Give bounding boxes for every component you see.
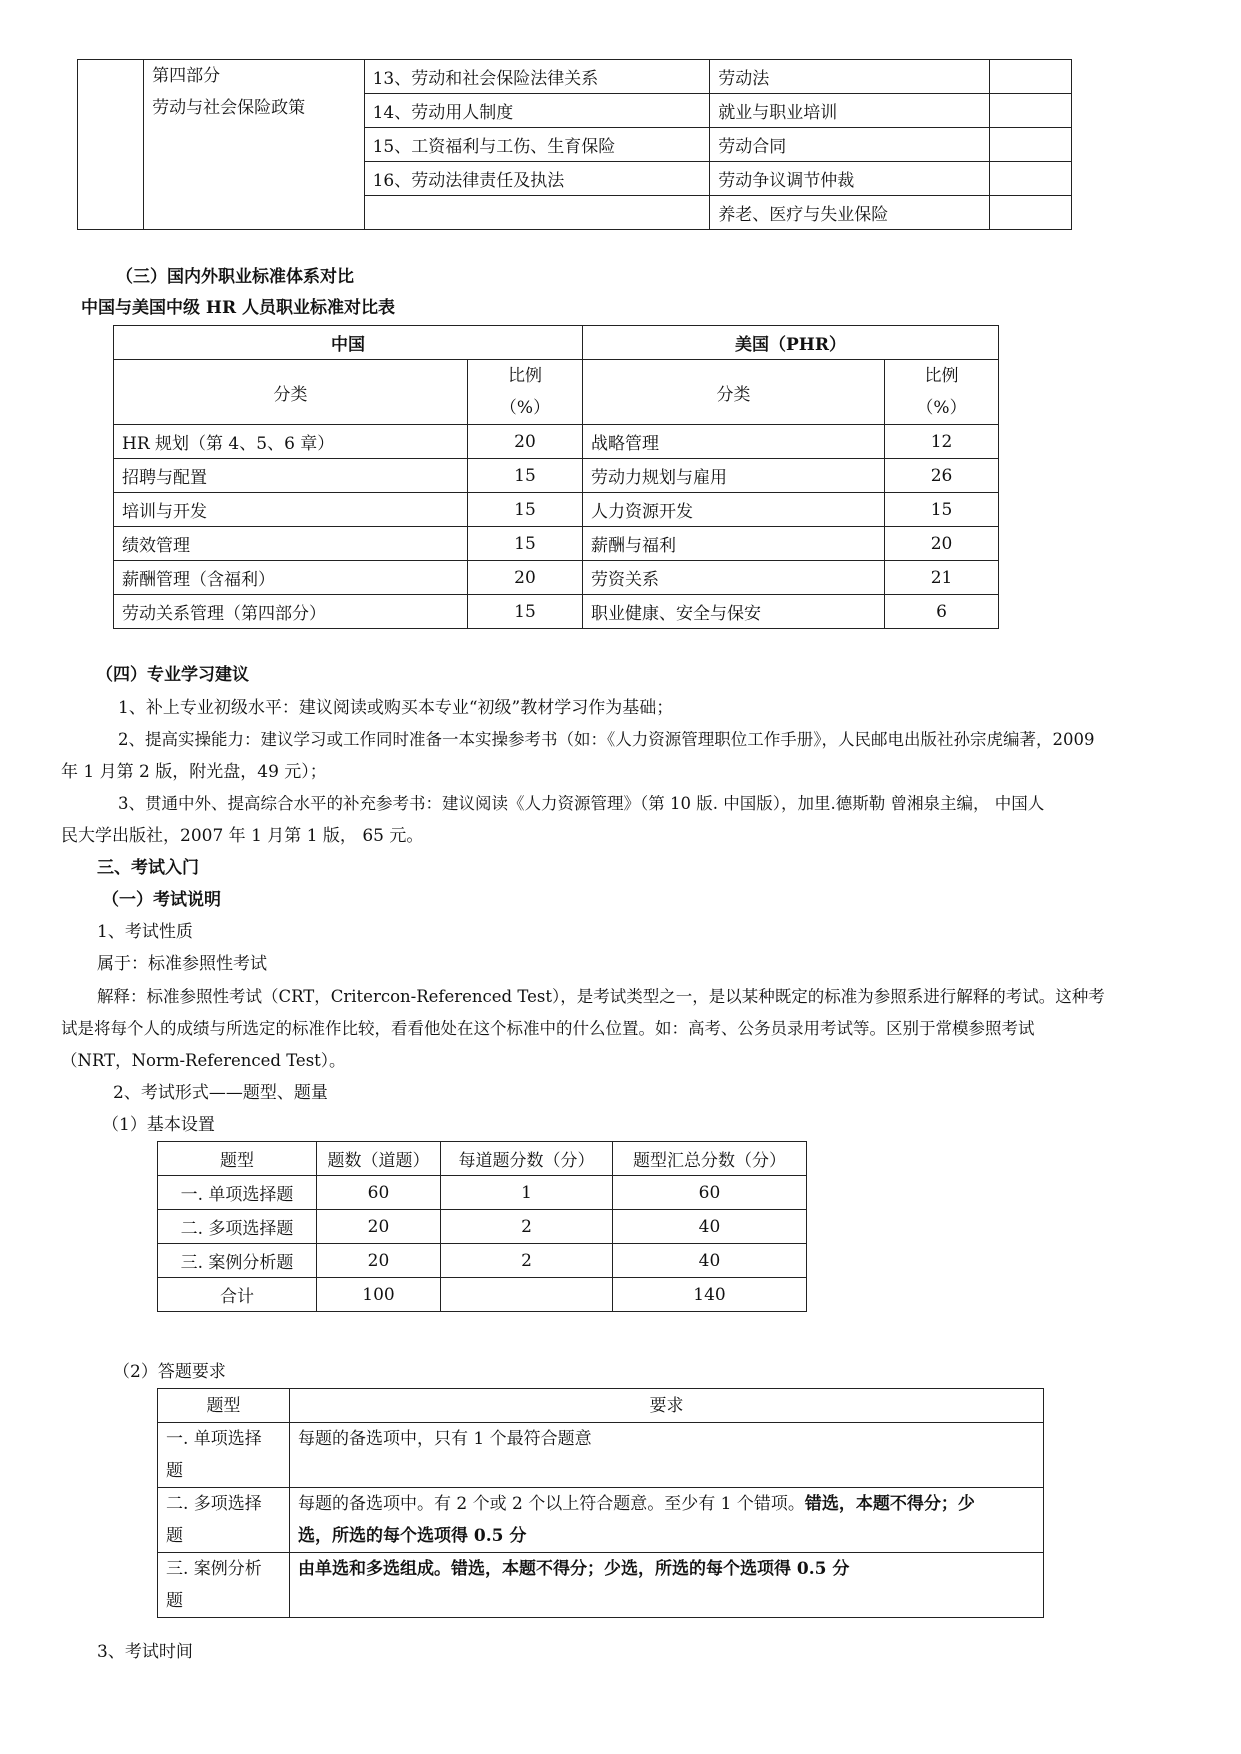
cn-category: 培训与开发 xyxy=(114,493,468,527)
type-cell: 三. 案例分析题 xyxy=(158,1244,317,1278)
empty-cell xyxy=(989,128,1071,162)
study-heading: （四）专业学习建议 xyxy=(96,665,249,685)
requirement-text: 每题的备选项中，只有 1 个最符合题意 xyxy=(298,1429,592,1449)
study-item3-line2: 民大学出版社，2007 年 1 月第 1 版， 65 元。 xyxy=(61,826,424,846)
nature-title: 1、考试性质 xyxy=(97,922,193,942)
us-category: 人力资源开发 xyxy=(583,493,885,527)
ratio-label: 比例 xyxy=(508,366,542,386)
us-ratio-header xyxy=(885,360,999,425)
cn-percent: 15 xyxy=(468,493,583,527)
requirement-cell xyxy=(290,1488,1044,1553)
us-category: 劳资关系 xyxy=(583,561,885,595)
empty-cell xyxy=(989,94,1071,128)
compare-caption: 中国与美国中级 HR 人员职业标准对比表 xyxy=(81,298,396,318)
answer-table xyxy=(157,1388,1044,1618)
cn-category-header: 分类 xyxy=(114,360,468,425)
us-percent: 6 xyxy=(885,595,999,629)
header-cell: 题型 xyxy=(158,1389,290,1423)
law-cell: 劳动法 xyxy=(710,60,990,94)
part4-table xyxy=(77,59,1072,230)
count-cell: 20 xyxy=(317,1210,441,1244)
usa-header: 美国（PHR） xyxy=(583,326,999,360)
ratio-unit: （%） xyxy=(499,398,551,418)
empty-cell xyxy=(989,60,1071,94)
law-cell: 劳动争议调节仲裁 xyxy=(710,162,990,196)
ratio-unit: （%） xyxy=(916,398,967,418)
empty-cell xyxy=(989,196,1071,230)
cn-percent: 20 xyxy=(468,425,583,459)
us-percent: 15 xyxy=(885,493,999,527)
header-cell: 要求 xyxy=(290,1389,1044,1423)
topic-cell: 14、劳动用人制度 xyxy=(364,94,710,128)
total-cell: 60 xyxy=(613,1176,807,1210)
type-cell xyxy=(158,1553,290,1618)
us-percent: 12 xyxy=(885,425,999,459)
total-cell: 40 xyxy=(613,1210,807,1244)
us-category: 职业健康、安全与保安 xyxy=(583,595,885,629)
exam-heading: 三、考试入门 xyxy=(97,858,199,878)
table-row xyxy=(114,493,999,527)
explain-line2: 试是将每个人的成绩与所选定的标准作比较，看看他处在这个标准中的什么位置。如：高考、公务员录用考试等。区别于常模参照考试 xyxy=(61,1019,1035,1038)
type-cell: 合计 xyxy=(158,1278,317,1312)
time-title: 3、考试时间 xyxy=(97,1642,193,1662)
cn-category: 劳动关系管理（第四部分） xyxy=(114,595,468,629)
cn-category: HR 规划（第 4、5、6 章） xyxy=(114,425,468,459)
empty-cell xyxy=(989,162,1071,196)
compare-table xyxy=(113,325,999,629)
type-line2: 题 xyxy=(166,1526,183,1546)
china-header: 中国 xyxy=(114,326,583,360)
count-cell: 100 xyxy=(317,1278,441,1312)
score-cell: 2 xyxy=(441,1244,613,1278)
us-percent: 21 xyxy=(885,561,999,595)
basic-setup-table xyxy=(157,1141,807,1312)
requirement-cell xyxy=(290,1423,1044,1488)
us-percent: 20 xyxy=(885,527,999,561)
law-cell: 就业与职业培训 xyxy=(710,94,990,128)
total-cell: 140 xyxy=(613,1278,807,1312)
type-line1: 三. 案例分析 xyxy=(166,1559,262,1579)
answer-title: （2）答题要求 xyxy=(113,1362,226,1382)
section-cell xyxy=(144,60,364,230)
table-row xyxy=(114,595,999,629)
header-cell: 每道题分数（分） xyxy=(441,1142,613,1176)
table-row xyxy=(114,527,999,561)
table-row xyxy=(158,1488,1044,1553)
study-item1: 1、补上专业初级水平：建议阅读或购买本专业“初级”教材学习作为基础； xyxy=(118,698,674,718)
heading-compare: （三）国内外职业标准体系对比 xyxy=(116,267,354,287)
table-row xyxy=(158,1553,1044,1618)
study-item2-line1: 2、提高实操能力：建议学习或工作同时准备一本实操参考书（如：《人力资源管理职位工作手册》，人民邮电出版社孙宗虎编著，2009 xyxy=(118,730,1095,749)
us-category-header: 分类 xyxy=(583,360,885,425)
cn-category: 薪酬管理（含福利） xyxy=(114,561,468,595)
us-category: 薪酬与福利 xyxy=(583,527,885,561)
explain-line3: （NRT，Norm-Referenced Test）。 xyxy=(61,1051,346,1070)
type-line1: 二. 多项选择 xyxy=(166,1494,262,1514)
law-cell: 养老、医疗与失业保险 xyxy=(710,196,990,230)
requirement-bold: 由单选和多选组成。错选，本题不得分；少选，所选的每个选项得 0.5 分 xyxy=(298,1559,850,1579)
type-line2: 题 xyxy=(166,1461,183,1481)
cn-percent: 15 xyxy=(468,459,583,493)
us-percent: 26 xyxy=(885,459,999,493)
explain-line1: 解释：标准参照性考试（CRT，Critercon-Referenced Test），是考试类型之一，是以某种既定的标准为参照系进行解释的考试。这种考 xyxy=(97,987,1105,1006)
count-cell: 60 xyxy=(317,1176,441,1210)
blank-cell xyxy=(78,60,144,230)
total-cell: 40 xyxy=(613,1244,807,1278)
cn-category: 绩效管理 xyxy=(114,527,468,561)
table-row xyxy=(158,1423,1044,1488)
score-cell xyxy=(441,1278,613,1312)
topic-cell: 13、劳动和社会保险法律关系 xyxy=(364,60,710,94)
cn-percent: 20 xyxy=(468,561,583,595)
requirement-cell xyxy=(290,1553,1044,1618)
section-line2: 劳动与社会保险政策 xyxy=(152,98,306,118)
study-item3-line1: 3、贯通中外、提高综合水平的补充参考书：建议阅读《人力资源管理》（第 10 版. 中国版），加里.德斯勒 曾湘泉主编， 中国人 xyxy=(118,794,1045,813)
cn-percent: 15 xyxy=(468,595,583,629)
type-line2: 题 xyxy=(166,1591,183,1611)
topic-cell: 16、劳动法律责任及执法 xyxy=(364,162,710,196)
type-cell xyxy=(158,1488,290,1553)
cn-category: 招聘与配置 xyxy=(114,459,468,493)
type-cell: 二. 多项选择题 xyxy=(158,1210,317,1244)
table-row xyxy=(114,561,999,595)
cn-ratio-header xyxy=(468,360,583,425)
table-row xyxy=(158,1176,807,1210)
form-title: 2、考试形式——题型、题量 xyxy=(113,1083,328,1103)
table-row xyxy=(158,1210,807,1244)
section-line1: 第四部分 xyxy=(152,66,221,86)
table-row xyxy=(158,1278,807,1312)
exam-sub1: （一）考试说明 xyxy=(102,890,221,910)
us-category: 劳动力规划与雇用 xyxy=(583,459,885,493)
header-cell: 题数（道题） xyxy=(317,1142,441,1176)
cn-percent: 15 xyxy=(468,527,583,561)
requirement-bold: 错选，本题不得分；少 xyxy=(804,1494,975,1514)
law-cell: 劳动合同 xyxy=(710,128,990,162)
score-cell: 1 xyxy=(441,1176,613,1210)
type-cell xyxy=(158,1423,290,1488)
score-cell: 2 xyxy=(441,1210,613,1244)
topic-cell: 15、工资福利与工伤、生育保险 xyxy=(364,128,710,162)
table-row xyxy=(114,425,999,459)
header-cell: 题型 xyxy=(158,1142,317,1176)
requirement-text: 每题的备选项中。有 2 个或 2 个以上符合题意。至少有 1 个错项。 xyxy=(298,1494,805,1514)
basic-title: （1）基本设置 xyxy=(102,1115,215,1135)
nature-belongs: 属于：标准参照性考试 xyxy=(97,954,267,974)
topic-cell xyxy=(364,196,710,230)
type-line1: 一. 单项选择 xyxy=(166,1429,262,1449)
table-row xyxy=(114,459,999,493)
study-item2-line2: 年 1 月第 2 版，附光盘，49 元）； xyxy=(61,762,327,782)
ratio-label: 比例 xyxy=(924,366,959,386)
header-cell: 题型汇总分数（分） xyxy=(613,1142,807,1176)
type-cell: 一. 单项选择题 xyxy=(158,1176,317,1210)
count-cell: 20 xyxy=(317,1244,441,1278)
table-row xyxy=(158,1244,807,1278)
requirement-line2: 选，所选的每个选项得 0.5 分 xyxy=(298,1526,527,1546)
us-category: 战略管理 xyxy=(583,425,885,459)
